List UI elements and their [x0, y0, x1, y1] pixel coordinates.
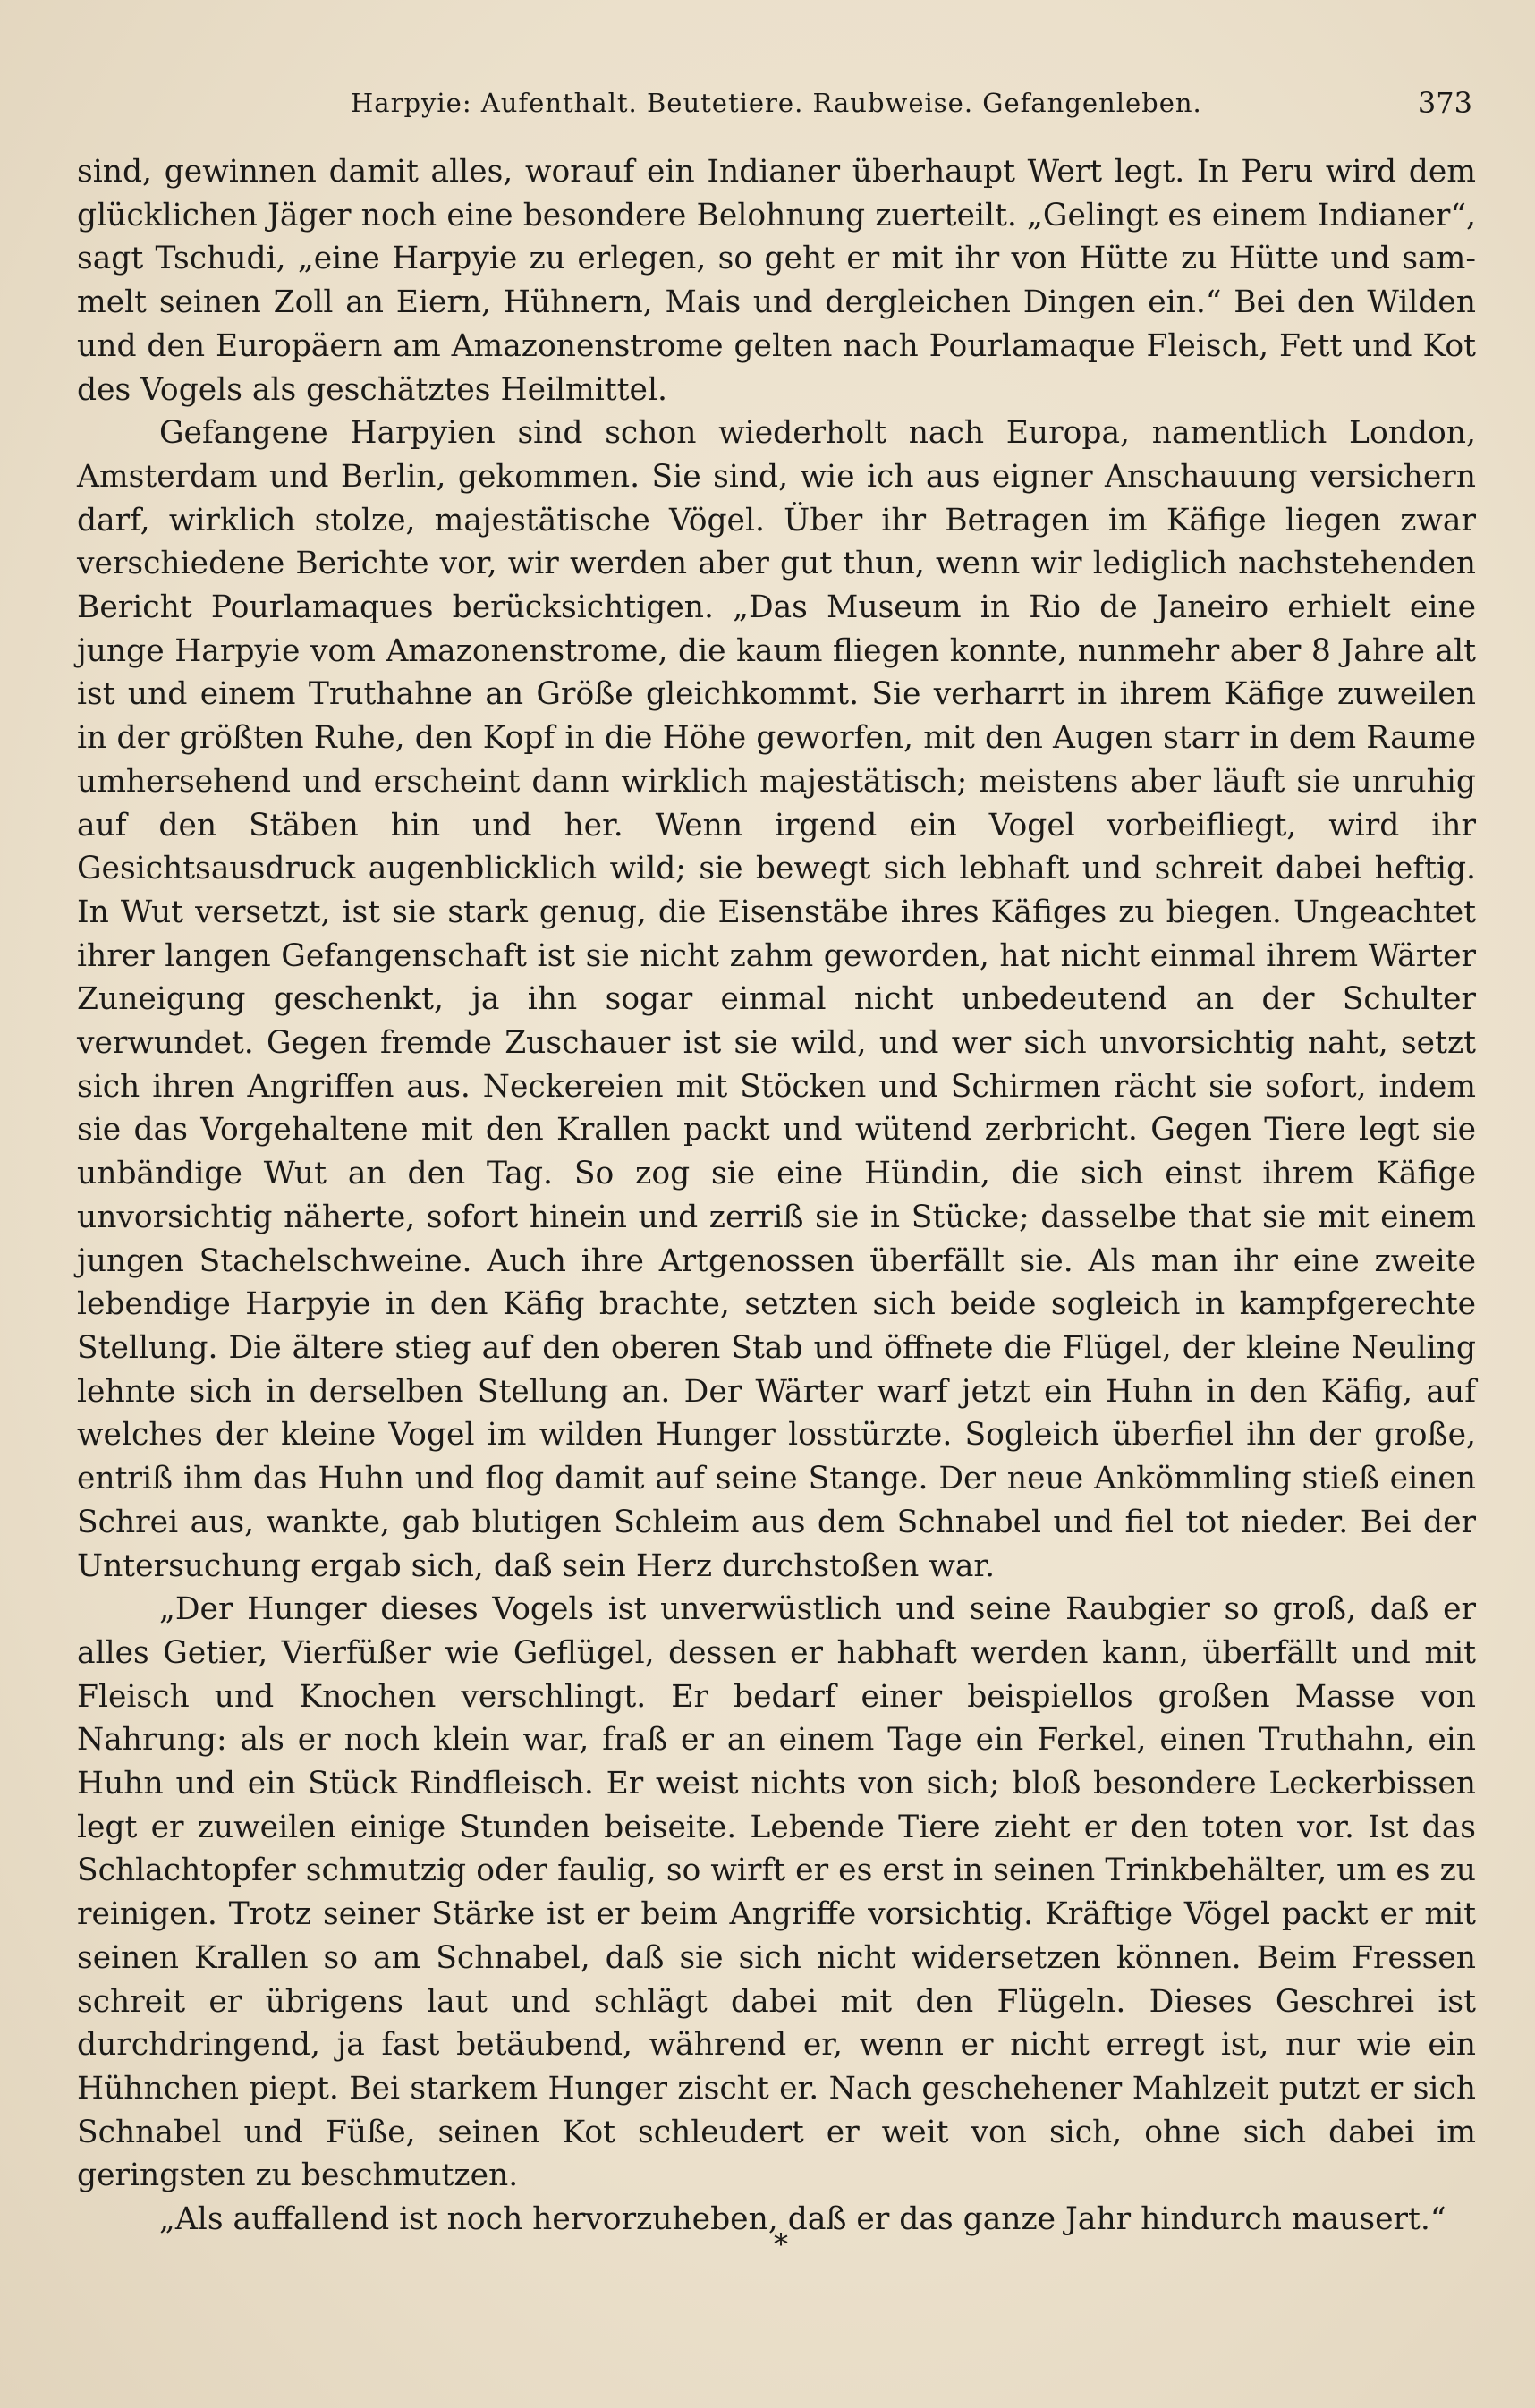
body-text	[77, 150, 1476, 2242]
page-number: 373	[1417, 86, 1472, 120]
paragraph-1: sind, gewinnen damit alles, worauf ein Indianer überhaupt Wert legt. In Peru wird dem glücklichen Jäger noch eine besondere Belohnung zuerteilt. „Gelingt es einem Indianer“, sagt Tschudi, „eine Harpyie zu erlegen, so geht er mit ihr von Hütte zu Hütte und sammelt seinen Zoll an Eiern, Hühnern, Mais und dergleichen Dingen ein.“ Bei den Wilden und den Europäern am Amazonenstrome gelten nach Pourlamaque Fleisch, Fett und Kot des Vogels als geschätztes Heilmittel.	[77, 154, 1476, 408]
paragraph-2: Gefangene Harpyien sind schon wiederholt nach Europa, namentlich London, Amsterdam und Berlin, gekommen. Sie sind, wie ich aus eigner Anschauung versichern darf, wirklich stolze, majestätische Vögel. Über ihr Betragen im Käfige liegen zwar verschiedene Berichte vor, wir werden aber gut thun, wenn wir lediglich nachstehenden Bericht Pourlamaques berücksichtigen. „Das Museum in Rio de Janeiro erhielt eine junge Harpyie vom Amazonenstrome, die kaum fliegen konnte, nunmehr aber 8 Jahre alt ist und einem Truthahne an Größe gleichkommt. Sie verharrt in ihrem Käfige zuweilen in der größten Ruhe, den Kopf in die Höhe geworfen, mit den Augen starr in dem Raume umhersehend und erscheint dann wirklich majestätisch; meistens aber läuft sie unruhig auf den Stäben hin und her. Wenn irgend ein Vogel vorbeifliegt, wird ihr Gesichtsausdruck augenblicklich wild; sie bewegt sich lebhaft und schreit dabei heftig. In Wut versetzt, ist sie stark genug, die Eisenstäbe ihres Käfiges zu biegen. Ungeachtet ihrer langen Gefangenschaft ist sie nicht zahm geworden, hat nicht einmal ihrem Wärter Zuneigung geschenkt, ja ihn sogar einmal nicht unbedeutend an der Schulter verwundet. Gegen fremde Zuschauer ist sie wild, und wer sich unvorsichtig naht, setzt sich ihren Angriffen aus. Neckereien mit Stöcken und Schirmen rächt sie sofort, indem sie das Vorgehaltene mit den Krallen packt und wütend zerbricht. Gegen Tiere legt sie unbändige Wut an den Tag. So zog sie eine Hündin, die sich einst ihrem Käfige unvorsichtig näherte, sofort hinein und zerriß sie in Stücke; dasselbe that sie mit einem jungen Stachelschweine. Auch ihre Artgenossen überfällt sie. Als man ihr eine zweite lebendige Harpyie in den Käfig brachte, setzten sich beide sogleich in kampfgerechte Stellung. Die ältere stieg auf den oberen Stab und öffnete die Flügel, der kleine Neuling lehnte sich in derselben Stellung an. Der Wärter warf jetzt ein Huhn in den Käfig, auf welches der kleine Vogel im wilden Hunger losstürzte. Sogleich überfiel ihn der große, entriß ihm das Huhn und flog damit auf seine Stange. Der neue Ankömmling stieß einen Schrei aus, wankte, gab blutigen Schleim aus dem Schnabel und fiel tot nieder. Bei der Untersuchung ergab sich, daß sein Herz durchstoßen war.	[77, 415, 1476, 1584]
paragraph-4: „Als auffallend ist noch hervorzuheben, daß er das ganze Jahr hindurch mausert.“	[159, 2201, 1446, 2238]
section-break-asterisk: *	[774, 2227, 788, 2261]
running-head: Harpyie: Aufenthalt. Beutetiere. Raubweise. Gefangenleben.	[351, 88, 1202, 118]
paragraph-3: „Der Hunger dieses Vogels ist unverwüstlich und seine Raubgier so groß, daß er alles Getier, Vierfüßer wie Geflügel, dessen er habhaft werden kann, überfällt und mit Fleisch und Knochen verschlingt. Er bedarf einer beispiellos großen Masse von Nahrung: als er noch klein war, fraß er an einem Tage ein Ferkel, einen Truthahn, ein Huhn und ein Stück Rindfleisch. Er weist nichts von sich; bloß besondere Leckerbissen legt er zuweilen einige Stunden beiseite. Lebende Tiere zieht er den toten vor. Ist das Schlachtopfer schmutzig oder faulig, so wirft er es erst in seinen Trinkbehälter, um es zu reinigen. Trotz seiner Stärke ist er beim Angriffe vorsichtig. Kräftige Vögel packt er mit seinen Krallen so am Schnabel, daß sie sich nicht widersetzen können. Beim Fressen schreit er übrigens laut und schlägt dabei mit den Flügeln. Dieses Geschrei ist durchdringend, ja fast betäubend, während er, wenn er nicht erregt ist, nur wie ein Hühnchen piept. Bei starkem Hunger zischt er. Nach geschehener Mahlzeit putzt er sich Schnabel und Füße, seinen Kot schleudert er weit von sich, ohne sich dabei im geringsten zu beschmutzen.	[77, 1591, 1476, 2194]
